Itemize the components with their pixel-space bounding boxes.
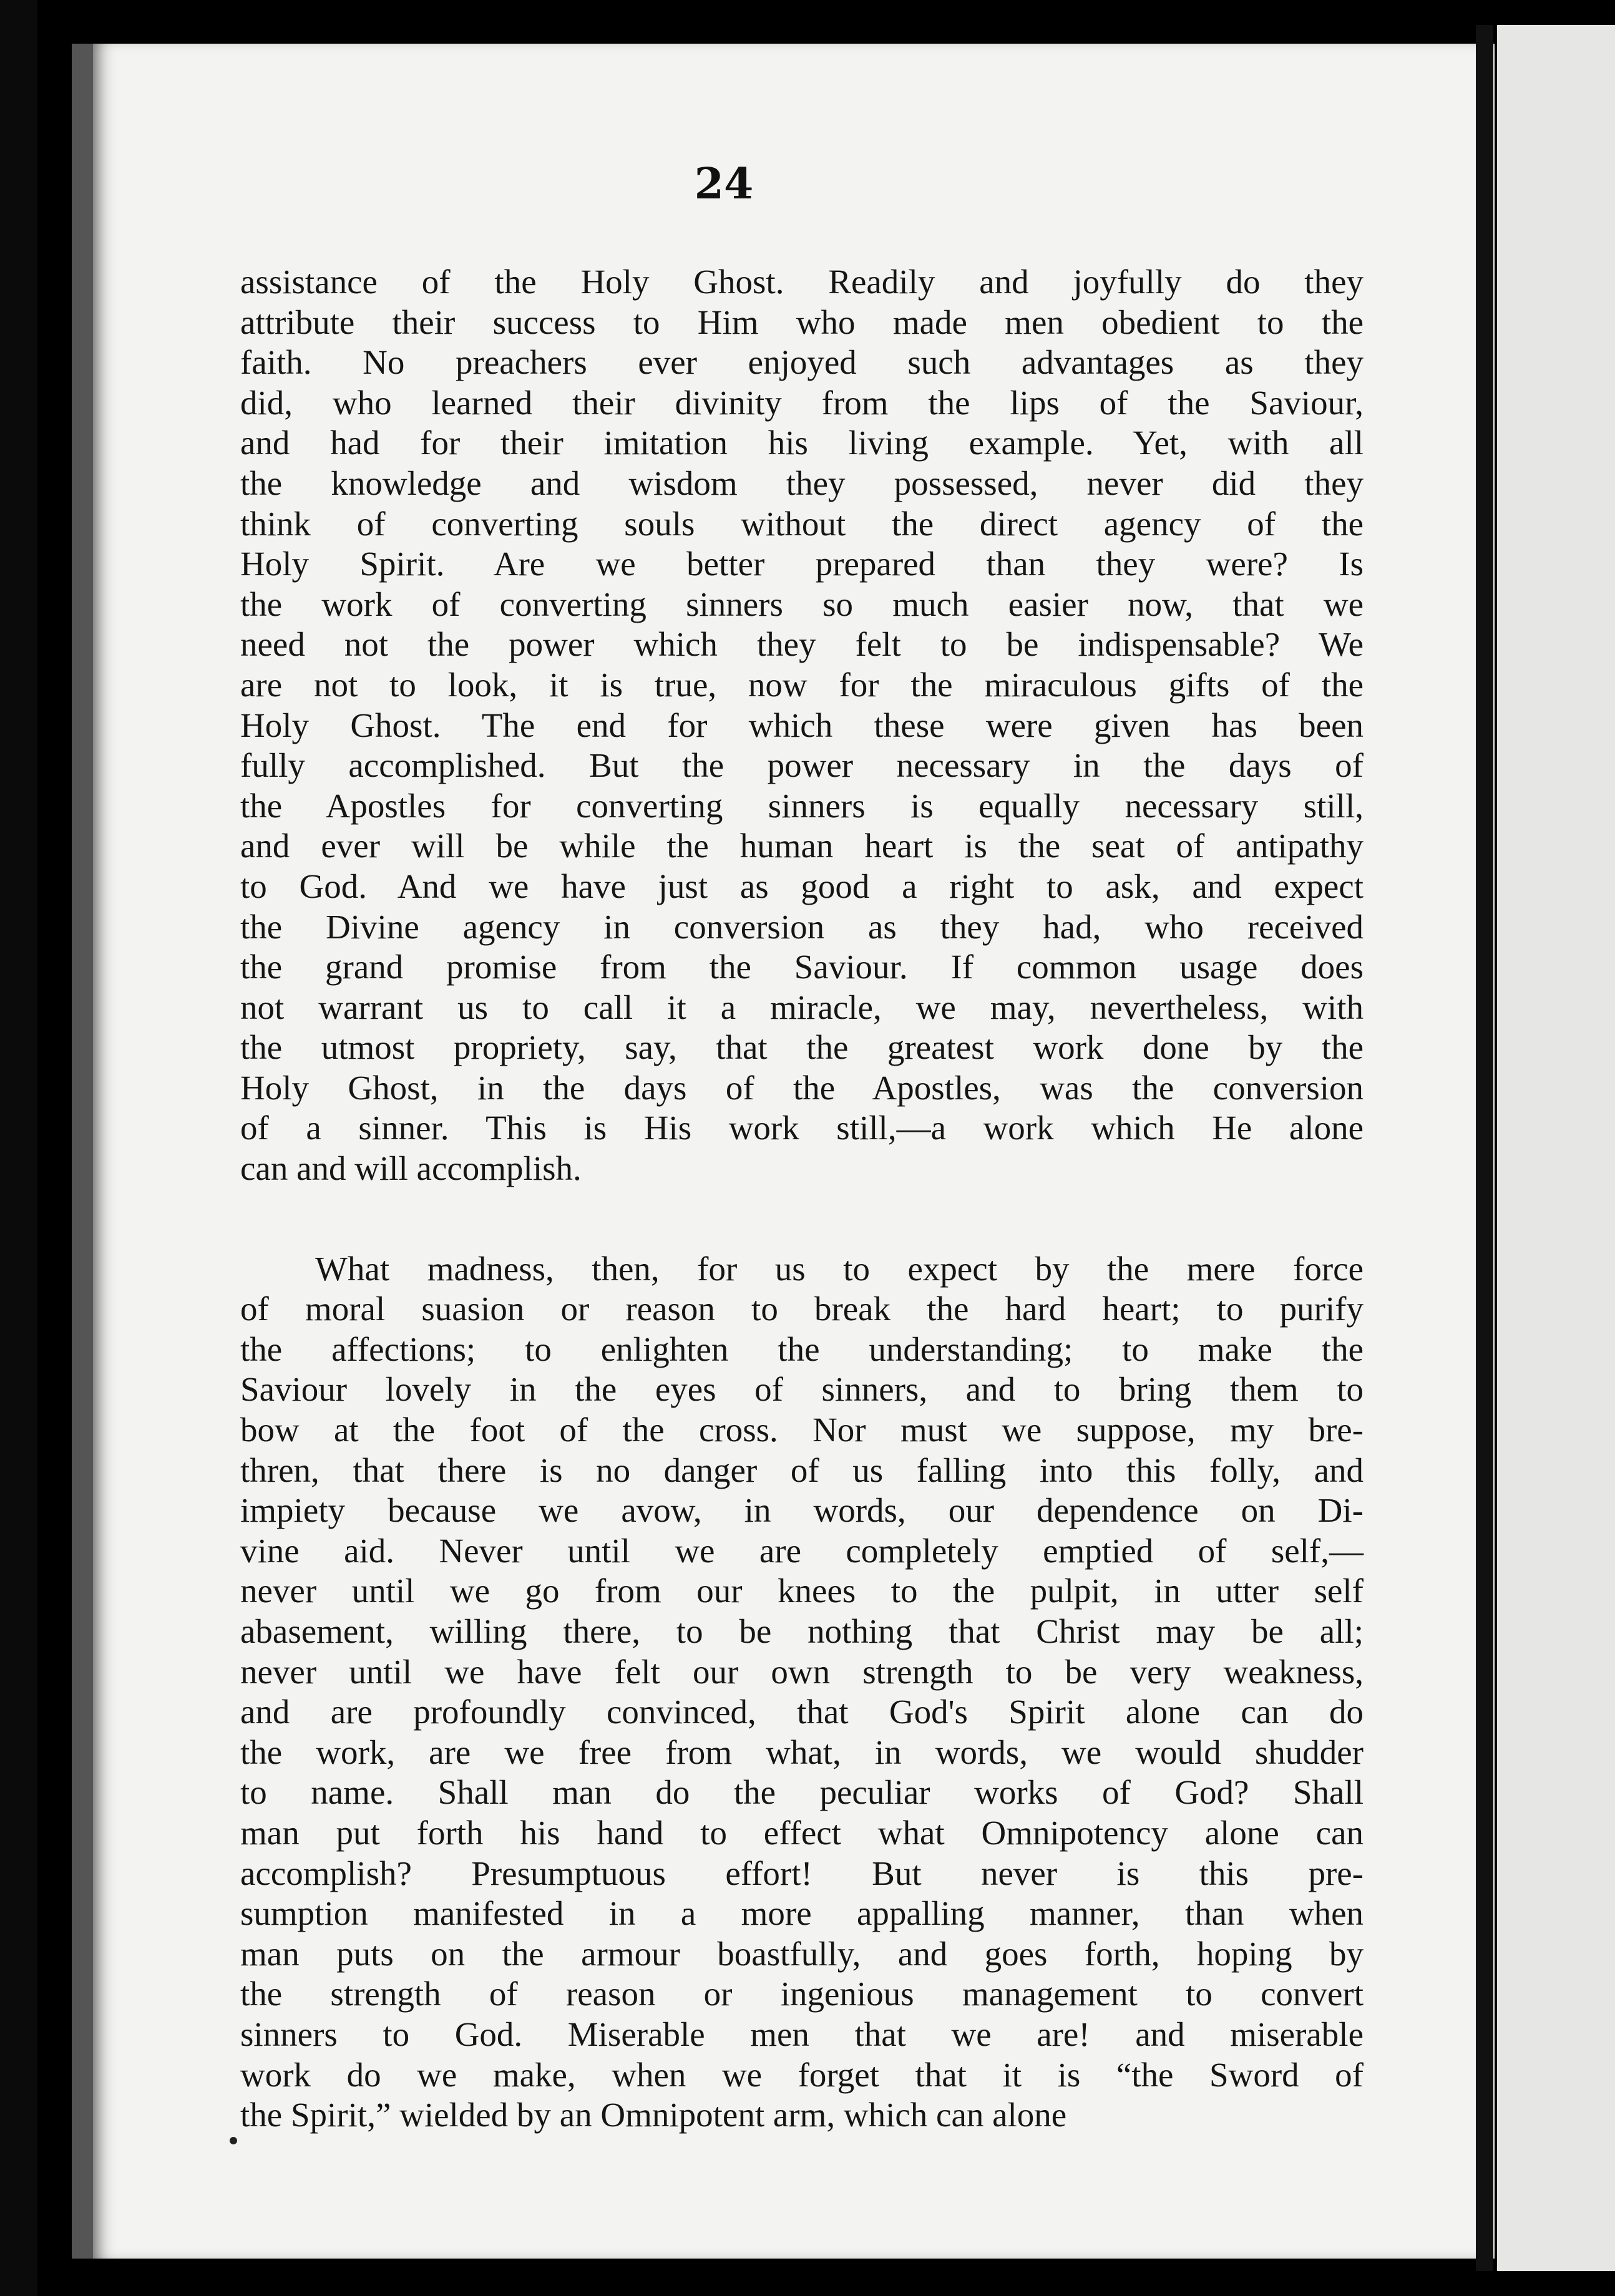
body-text: [240, 262, 1364, 2136]
text-line: and ever will be while the human heart is the seat of antipathy: [240, 827, 1364, 865]
text-line: Holy Ghost, in the days of the Apostles, was the conversion: [240, 1068, 1364, 1107]
text-line: to name. Shall man do the peculiar works of God? Shall: [240, 1773, 1364, 1812]
facing-page-edge: [1495, 25, 1615, 2271]
text-line: are not to look, it is true, now for the miraculous gifts of the: [240, 665, 1364, 704]
text-line: to God. And we have just as good a right to ask, and expect: [240, 867, 1364, 905]
text-line: never until we have felt our own strength to be very weakness,: [240, 1652, 1364, 1691]
text-line: the Divine agency in conversion as they had, who received: [240, 907, 1364, 946]
paragraph-2: [240, 1249, 1364, 2136]
text-line: the strength of reason or ingenious management to convert: [240, 1975, 1364, 2013]
text-line: fully accomplished. But the power necessary in the days of: [240, 746, 1364, 785]
text-line: attribute their success to Him who made men obedient to the: [240, 303, 1364, 341]
text-line: work do we make, when we forget that it is “the Sword of: [240, 2055, 1364, 2094]
text-line: sumption manifested in a more appalling manner, than when: [240, 1894, 1364, 1933]
text-line: need not the power which they felt to be indispensable? We: [240, 625, 1364, 664]
text-line: the Apostles for converting sinners is equally necessary still,: [240, 786, 1364, 825]
text-line: Holy Spirit. Are we better prepared than they were? Is: [240, 545, 1364, 583]
text-line: Holy Ghost. The end for which these were given has been: [240, 706, 1364, 744]
text-line: the work of converting sinners so much easier now, that we: [240, 585, 1364, 623]
page-number: 24: [694, 159, 754, 209]
text-line: faith. No preachers ever enjoyed such advantages as they: [240, 343, 1364, 382]
scan-edge: [0, 0, 37, 2296]
text-line: the grand promise from the Saviour. If common usage does: [240, 948, 1364, 986]
text-line: impiety because we avow, in words, our dependence on Di-: [240, 1491, 1364, 1530]
text-line: think of converting souls without the direct agency of the: [240, 504, 1364, 543]
text-line: the utmost propriety, say, that the greatest work done by the: [240, 1028, 1364, 1067]
text-line: the Spirit,” wielded by an Omnipotent arm, which can alone: [240, 2096, 1067, 2134]
text-line: man put forth his hand to effect what Omnipotency alone can: [240, 1813, 1364, 1852]
text-line: man puts on the armour boastfully, and goes forth, hoping by: [240, 1934, 1364, 1973]
text-line: can and will accomplish.: [240, 1149, 582, 1188]
text-line: bow at the foot of the cross. Nor must we suppose, my bre-: [240, 1411, 1364, 1449]
text-line: and are profoundly convinced, that God's Spirit alone can do: [240, 1693, 1364, 1731]
page-gutter: [1476, 25, 1493, 2271]
text-line: Saviour lovely in the eyes of sinners, and to bring them to: [240, 1370, 1364, 1409]
text-line: accomplish? Presumptuous effort! But never is this pre-: [240, 1854, 1364, 1892]
text-line: never until we go from our knees to the pulpit, in utter self: [240, 1572, 1364, 1610]
text-line: What madness, then, for us to expect by the mere force: [315, 1249, 1364, 1288]
text-line: did, who learned their divinity from the lips of the Saviour,: [240, 383, 1364, 422]
text-line: sinners to God. Miserable men that we are! and miserable: [240, 2015, 1364, 2053]
text-line: assistance of the Holy Ghost. Readily and joyfully do they: [240, 263, 1364, 301]
text-line: the work, are we free from what, in words, we would shudder: [240, 1733, 1364, 1771]
text-line: abasement, willing there, to be nothing that Christ may be all;: [240, 1612, 1364, 1650]
paragraph-gap: [240, 1189, 1364, 1249]
paragraph-1: [240, 262, 1364, 1189]
ink-speck: [230, 2137, 237, 2144]
text-line: thren, that there is no danger of us falling into this folly, and: [240, 1451, 1364, 1489]
text-line: vine aid. Never until we are completely emptied of self,—: [240, 1531, 1364, 1570]
text-line: of moral suasion or reason to break the hard heart; to purify: [240, 1290, 1364, 1328]
text-line: of a sinner. This is His work still,—a work which He alone: [240, 1109, 1364, 1147]
text-line: the knowledge and wisdom they possessed, never did they: [240, 464, 1364, 502]
text-line: and had for their imitation his living example. Yet, with all: [240, 424, 1364, 462]
text-line: not warrant us to call it a miracle, we may, nevertheless, with: [240, 988, 1364, 1026]
text-line: the affections; to enlighten the understanding; to make the: [240, 1330, 1364, 1368]
